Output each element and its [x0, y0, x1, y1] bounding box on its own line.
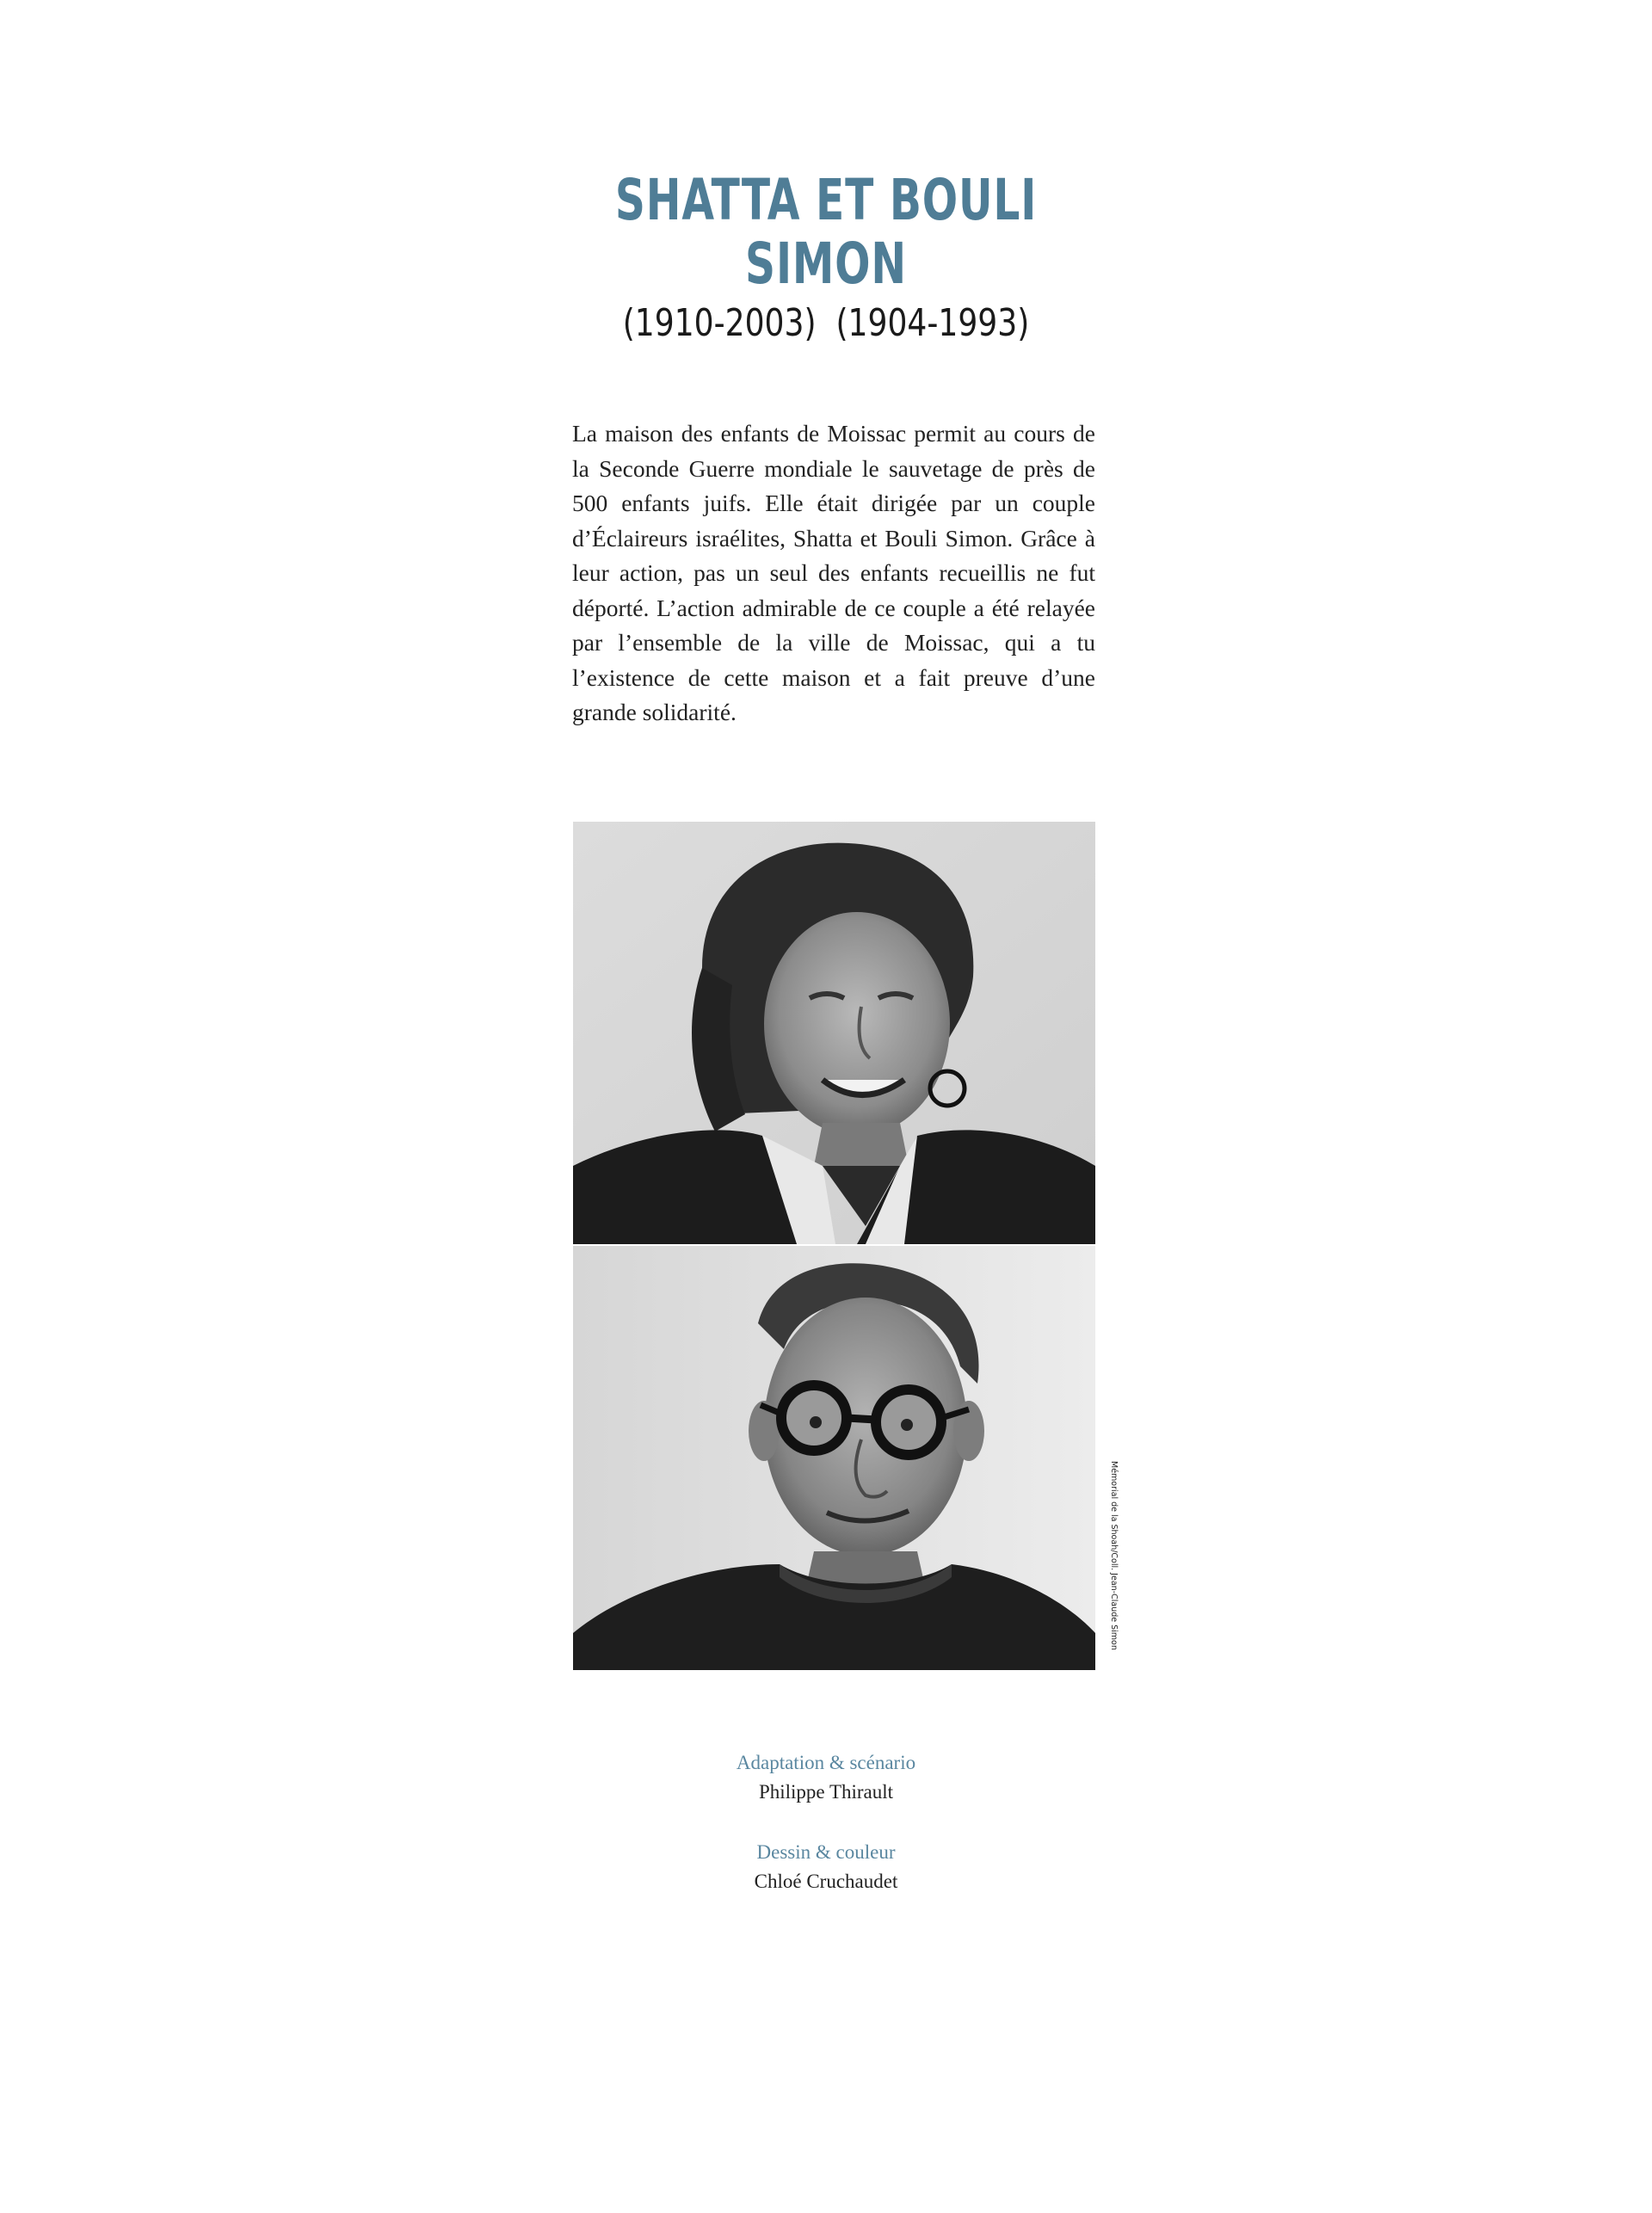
person-artist: Chloé Cruchaudet: [754, 1871, 898, 1892]
title-block: [0, 169, 1652, 348]
body-paragraph: La maison des enfants de Moissac permit au cours de la Seconde Guerre mondiale le sauvetage de près de 500 enfants juifs. Elle était dirigée par un couple d’Éclaireurs israélites, Shatta et Bouli Simon. Grâce à leur action, pas un seul des enfants recueillis ne fut déporté. L’action admirable de ce couple a été relayée par l’ensemble de la ville de Moissac, qui a tu l’existence de cette maison et a fait preuve d’une grande solidarité.: [572, 420, 1095, 725]
credits-block: [0, 1748, 1652, 1896]
photo-credit: Mémorial de la Shoah/Coll. Jean-Claude Simon: [1109, 1461, 1119, 1650]
portrait-man-image: [573, 1246, 1095, 1670]
title-line-2: SIMON: [745, 231, 907, 297]
portrait-woman-image: [573, 822, 1095, 1244]
title-line-1: SHATTA ET BOULI: [614, 167, 1038, 233]
person-scenarist: Philippe Thirault: [758, 1781, 894, 1803]
life-dates: (1910-2003) (1904-1993): [622, 301, 1030, 345]
role-adaptation: Adaptation & scénario: [736, 1752, 916, 1773]
photo-bouli-simon: [573, 1246, 1095, 1670]
role-drawing: Dessin & couleur: [756, 1841, 896, 1863]
photo-shatta-simon: [573, 822, 1095, 1244]
credits-gap: [0, 1807, 1652, 1838]
